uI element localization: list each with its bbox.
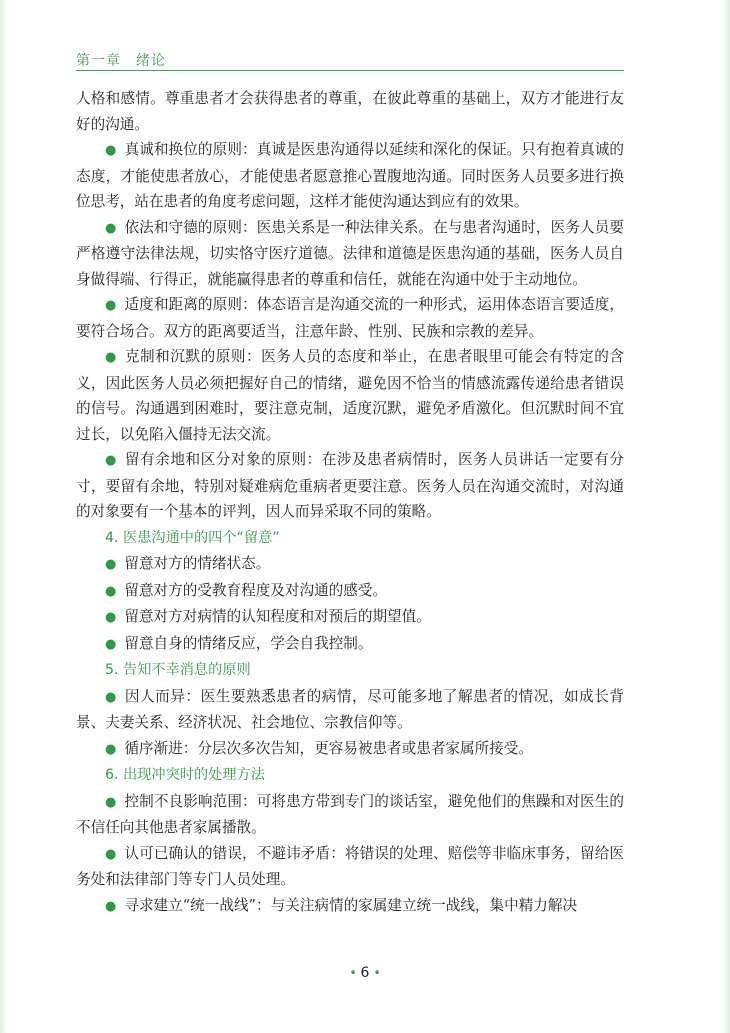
bullet-text: 适度和距离的原则：体态语言是沟通交流的一种形式，运用体态语言要适度，要符合场合。双方的距离要适当，注意年龄、性别、民族和宗教的差异。 xyxy=(76,296,624,340)
section-heading xyxy=(76,657,624,684)
bullet-icon: ● xyxy=(105,689,117,705)
bullet-paragraph xyxy=(76,344,624,447)
bullet-icon: ● xyxy=(105,794,117,810)
page-edge-right xyxy=(722,0,730,1033)
bullet-icon: ● xyxy=(105,557,117,572)
section-heading-text: 4. 医患沟通中的四个“留意” xyxy=(105,529,280,546)
section-heading-text: 5. 告知不幸消息的原则 xyxy=(105,662,251,678)
body-paragraph: 人格和感情。尊重患者才会获得患者的尊重，在彼此尊重的基础上，双方才能进行友好的沟通。 xyxy=(76,90,624,133)
bullet-icon: ● xyxy=(105,610,117,625)
section-heading-text: 6. 出现冲突时的处理方法 xyxy=(105,767,265,783)
bullet-paragraph xyxy=(76,893,624,920)
bullet-paragraph xyxy=(76,604,624,631)
bullet-paragraph xyxy=(76,551,624,578)
bullet-paragraph xyxy=(76,736,624,763)
bullet-icon: ● xyxy=(105,143,117,158)
bullet-text: 克制和沉默的原则：医务人员的态度和举止，在患者眼里可能会有特定的含义，因此医务人员必须把握好自己的情绪，避免因不恰当的情感流露传递给患者错误的信号。沟通遇到困难时，要注意克制，适度沉默，避免矛盾激化。但沉默时间不宜过长，以免陷入僵持无法交流。 xyxy=(76,348,624,443)
bullet-icon: ● xyxy=(105,741,117,757)
bullet-paragraph xyxy=(76,447,624,525)
bullet-icon: ● xyxy=(105,350,117,365)
footer-dot-right: • xyxy=(373,966,381,980)
bullet-paragraph xyxy=(76,684,624,736)
bullet-icon: ● xyxy=(105,846,117,862)
bullet-paragraph xyxy=(76,631,624,658)
bullet-icon: ● xyxy=(105,898,117,914)
bullet-text: 循序渐进：分层次多次告知，更容易被患者或患者家属所接受。 xyxy=(124,739,533,757)
bullet-text: 留意对方对病情的认知程度和对预后的期望值。 xyxy=(124,608,431,625)
bullet-text: 寻求建立“统一战线”：与关注病情的家属建立统一战线，集中精力解决 xyxy=(124,896,578,914)
bullet-paragraph xyxy=(76,137,624,215)
section-heading xyxy=(76,525,624,552)
bullet-text: 留意自身的情绪反应，学会自我控制。 xyxy=(124,634,373,652)
bullet-paragraph xyxy=(76,578,624,605)
running-header xyxy=(76,48,624,71)
bullet-paragraph xyxy=(76,789,624,841)
page-body xyxy=(76,86,624,919)
page-footer xyxy=(0,965,730,981)
bullet-text: 留意对方的受教育程度及对沟通的感受。 xyxy=(124,581,388,599)
bullet-text: 因人而异：医生要熟悉患者的病情，尽可能多地了解患者的情况，如成长背景、夫妻关系、经济状况、社会地位、宗教信仰等。 xyxy=(76,687,624,731)
footer-dot-left: • xyxy=(349,966,357,980)
bullet-text: 留有余地和区分对象的原则：在涉及患者病情时，医务人员讲话一定要有分寸，要留有余地，特别对疑难病危重病者更要注意。医务人员在沟通交流时，对沟通的对象要有一个基本的评判，因人而异采取不同的策略。 xyxy=(76,451,624,520)
bullet-text: 留意对方的情绪状态。 xyxy=(124,555,271,572)
bullet-icon: ● xyxy=(105,453,117,468)
section-heading xyxy=(76,762,624,789)
bullet-text: 依法和守德的原则：医患关系是一种法律关系。在与患者沟通时，医务人员要严格遵守法律法规，切实恪守医疗道德。法律和道德是医患沟通的基础，医务人员自身做得端、行得正，就能赢得患者的尊重和信任，就能在沟通中处于主动地位。 xyxy=(76,218,624,288)
page-number: 6 xyxy=(360,965,370,981)
bullet-paragraph xyxy=(76,215,624,293)
bullet-paragraph xyxy=(76,841,624,893)
chapter-title: 第一章 绪论 xyxy=(76,53,166,69)
bullet-text: 控制不良影响范围：可将患方带到专门的谈话室，避免他们的焦躁和对医生的不信任向其他患者家属播散。 xyxy=(76,792,624,836)
bullet-paragraph xyxy=(76,292,624,344)
bullet-icon: ● xyxy=(105,583,117,599)
page-edge-left xyxy=(0,0,8,1033)
bullet-text: 真诚和换位的原则：真诚是医患沟通得以延续和深化的保证。只有抱着真诚的态度，才能使患者放心，才能使患者愿意推心置腹地沟通。同时医务人员要多进行换位思考，站在患者的角度考虑问题，这样才能使沟通达到应有的效果。 xyxy=(76,141,624,210)
bullet-icon: ● xyxy=(105,636,117,652)
bullet-icon: ● xyxy=(105,220,117,236)
bullet-icon: ● xyxy=(105,298,117,313)
bullet-text: 认可已确认的错误，不避讳矛盾：将错误的处理、赔偿等非临床事务，留给医务处和法律部门等专门人员处理。 xyxy=(76,844,624,888)
